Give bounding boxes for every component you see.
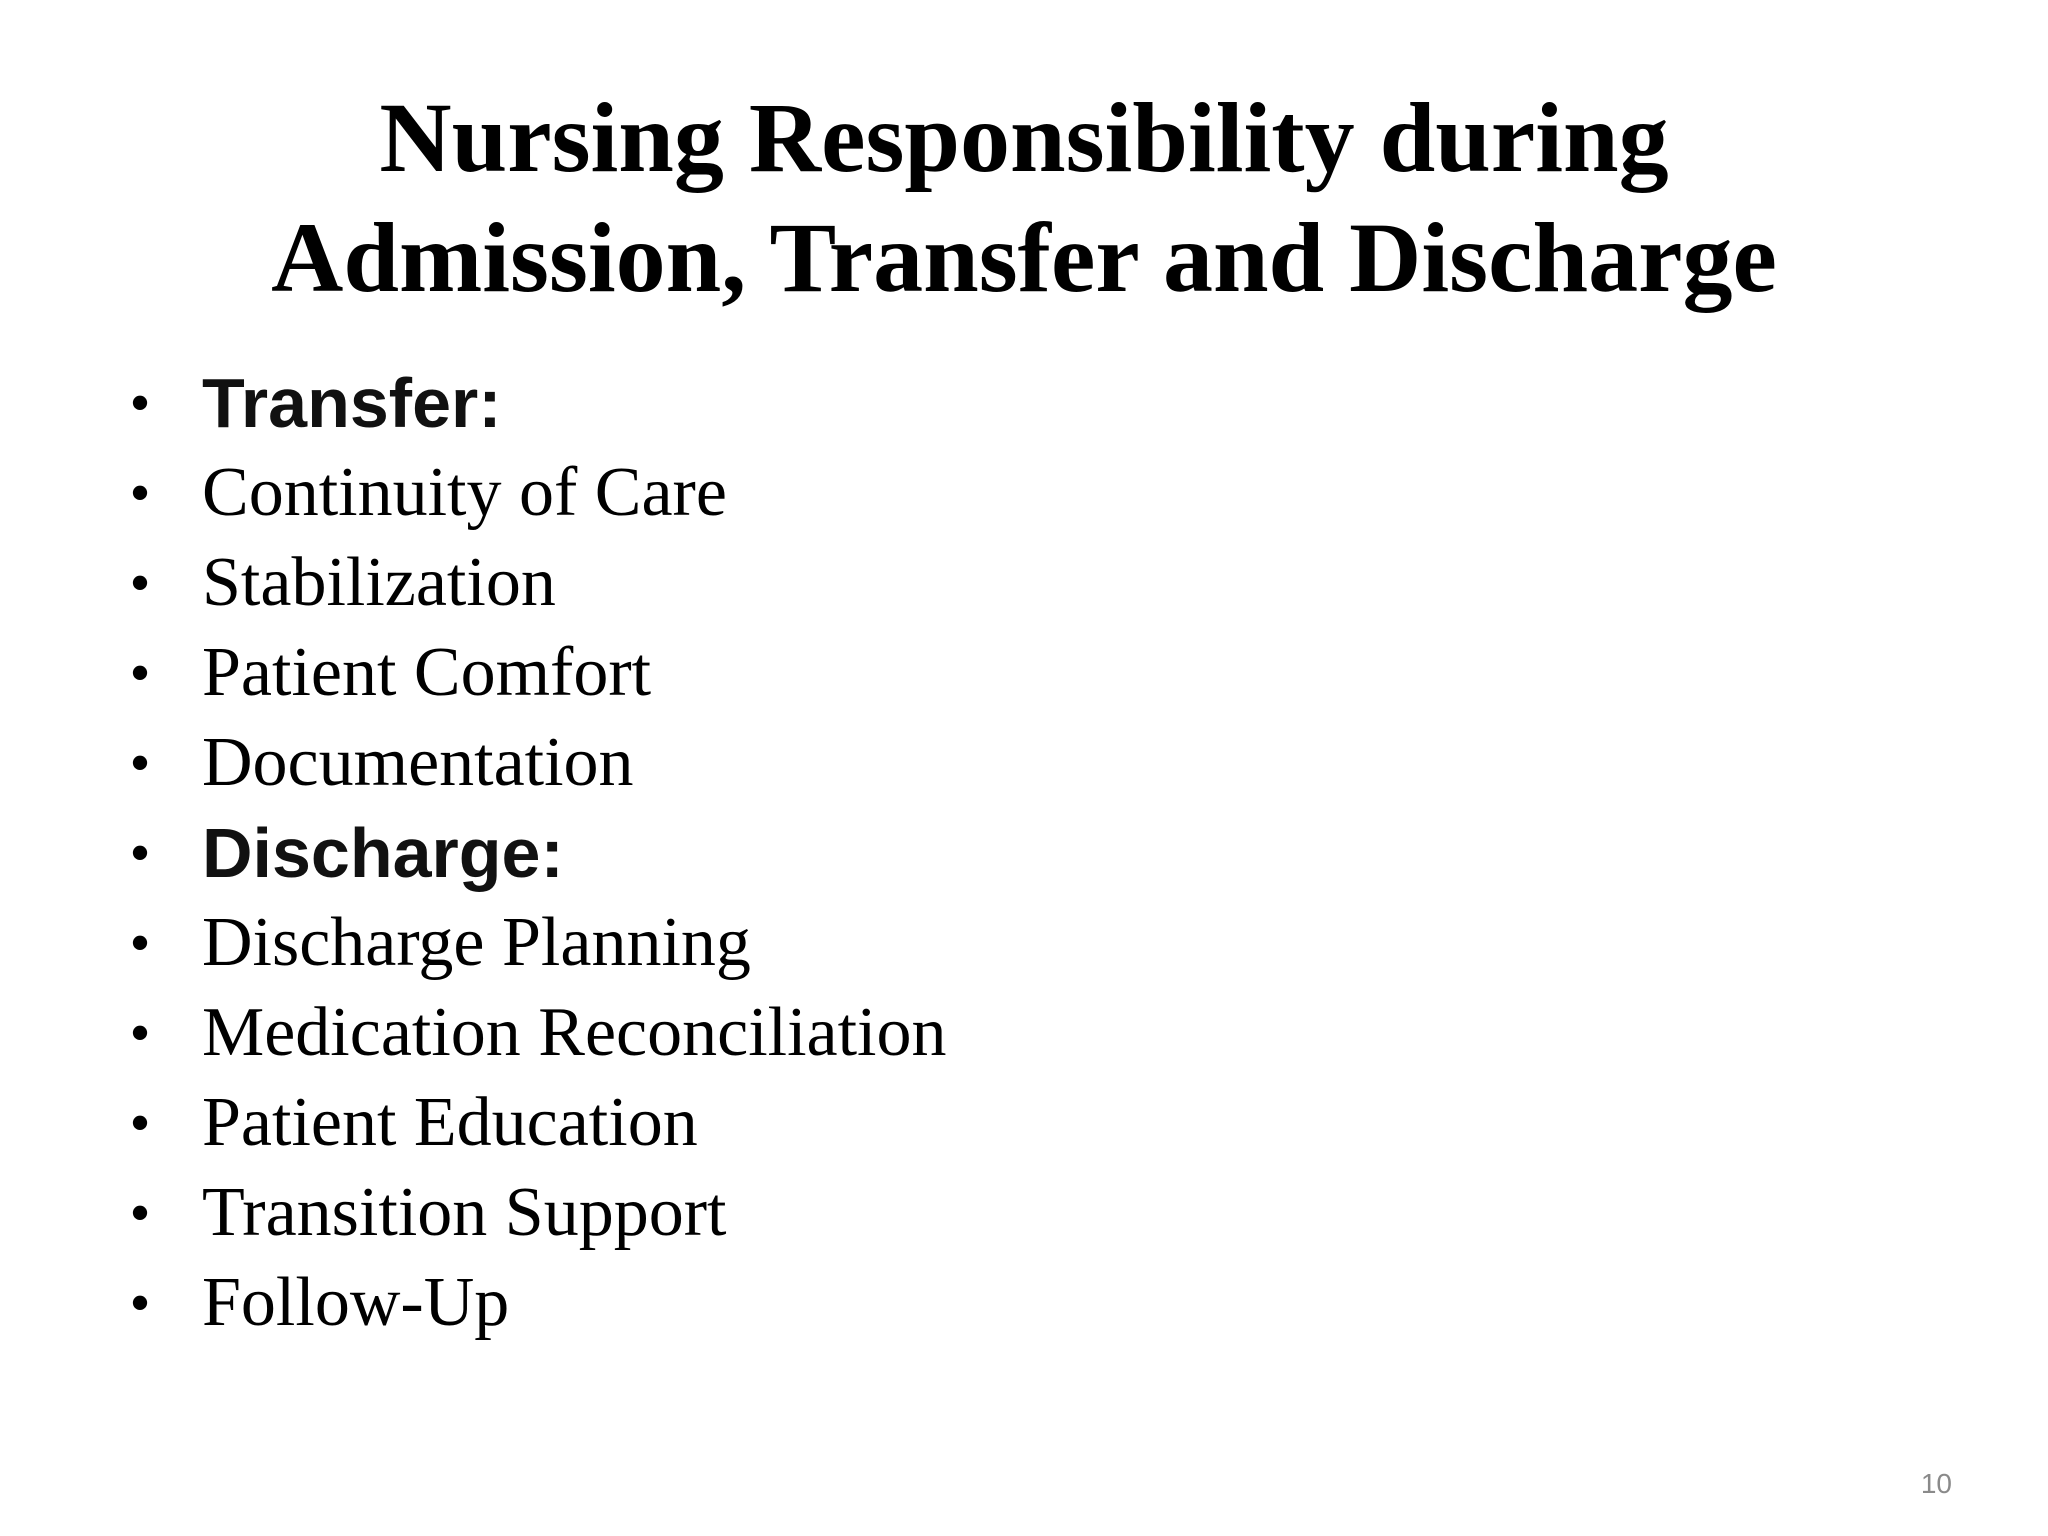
bullet-dot-icon: •: [129, 370, 151, 436]
bullet-label: Transition Support: [202, 1174, 727, 1251]
bullet-item-follow-up: [120, 1258, 947, 1348]
bullet-label: Follow-Up: [202, 1264, 510, 1341]
bullet-label: Transfer:: [202, 364, 502, 442]
bullet-item-transition-support: [120, 1168, 947, 1258]
bullet-dot-icon: •: [129, 550, 151, 616]
bullet-dot-icon: •: [129, 640, 151, 706]
bullet-dot-icon: •: [129, 820, 151, 886]
bullet-list: [120, 358, 947, 1348]
bullet-label: Medication Reconciliation: [202, 994, 947, 1071]
bullet-item-medication-reconciliation: [120, 988, 947, 1078]
bullet-label: Stabilization: [202, 544, 556, 621]
bullet-dot-icon: •: [129, 730, 151, 796]
bullet-item-discharge-heading: [120, 808, 947, 898]
bullet-dot-icon: •: [129, 1180, 151, 1246]
page-number: 10: [1920, 1468, 1952, 1499]
bullet-label: Discharge Planning: [202, 904, 751, 981]
bullet-label: Documentation: [202, 724, 634, 801]
bullet-dot-icon: •: [129, 1090, 151, 1156]
slide-title-line-1: Nursing Responsibility during: [379, 82, 1669, 193]
bullet-dot-icon: •: [129, 1270, 151, 1336]
bullet-item-patient-education: [120, 1078, 947, 1168]
slide-title-line-2: Admission, Transfer and Discharge: [271, 202, 1777, 313]
slide-title: [0, 78, 2048, 318]
bullet-item-transfer-heading: [120, 358, 947, 448]
bullet-item-patient-comfort: [120, 628, 947, 718]
bullet-dot-icon: •: [129, 1000, 151, 1066]
bullet-item-discharge-planning: [120, 898, 947, 988]
bullet-dot-icon: •: [129, 910, 151, 976]
bullet-dot-icon: •: [129, 460, 151, 526]
bullet-item-stabilization: [120, 538, 947, 628]
bullet-label: Patient Comfort: [202, 634, 652, 711]
bullet-item-documentation: [120, 718, 947, 808]
bullet-label: Continuity of Care: [202, 454, 727, 531]
bullet-label: Discharge:: [202, 814, 564, 892]
bullet-label: Patient Education: [202, 1084, 698, 1161]
bullet-item-continuity-of-care: [120, 448, 947, 538]
